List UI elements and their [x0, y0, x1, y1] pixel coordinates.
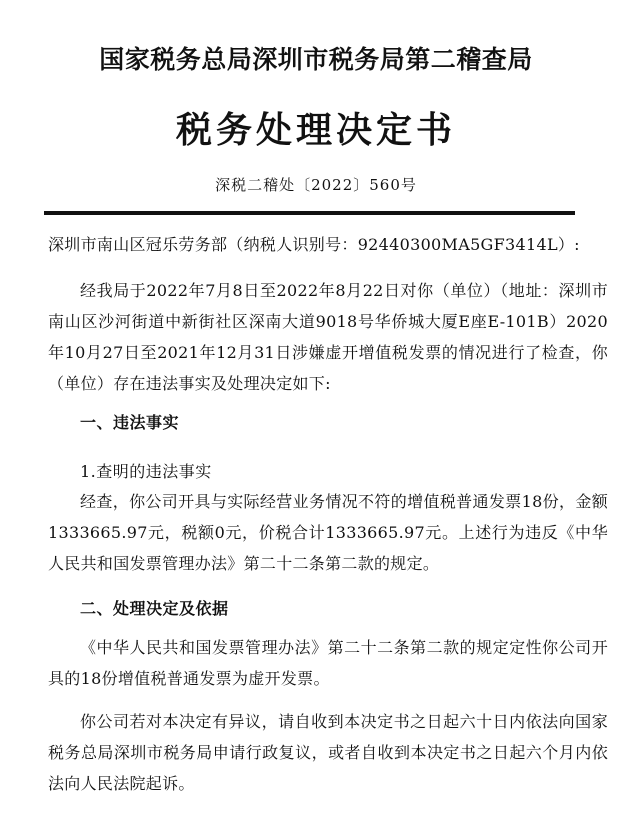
header-divider: [44, 211, 575, 215]
section-heading-violations: 一、违法事实: [80, 413, 180, 432]
document-number: 深税二稽处〔2022〕560号: [215, 176, 417, 194]
decision-paragraph: 《中华人民共和国发票管理办法》第二十二条第二款的规定定性你公司开具的18份增值税普通发票为虚开发票。: [48, 638, 608, 688]
section-heading-decision: 二、处理决定及依据: [80, 599, 229, 618]
subsection-heading-facts: 1.查明的违法事实: [80, 462, 212, 481]
appeal-paragraph: 你公司若对本决定有异议，请自收到本决定书之日起六十日内依法向国家税务总局深圳市税务局申请行政复议，或者自收到本决定书之日起六个月内依法向人民法院起诉。: [48, 712, 608, 793]
document-title: 税务处理决定书: [175, 110, 456, 151]
intro-paragraph: 经我局于2022年7月8日至2022年8月22日对你（单位）（地址：深圳市南山区沙河街道中新街社区深南大道9018号华侨城大厦E座E-101B）2020年10月27日至2021年12月31日涉嫌虚开增值税发票的情况进行了检查，你（单位）存在违法事实及处理决定如下:: [48, 281, 608, 393]
issuing-authority: 国家税务总局深圳市税务局第二稽查局: [99, 45, 533, 74]
addressee-line: 深圳市南山区冠乐劳务部（纳税人识别号：92440300MA5GF3414L）:: [48, 235, 580, 254]
violation-facts-paragraph: 经查，你公司开具与实际经营业务情况不符的增值税普通发票18份，金额1333665.97元，税额0元，价税合计1333665.97元。上述行为违反《中华人民共和国发票管理办法》第二十二条第二款的规定。: [48, 492, 608, 573]
